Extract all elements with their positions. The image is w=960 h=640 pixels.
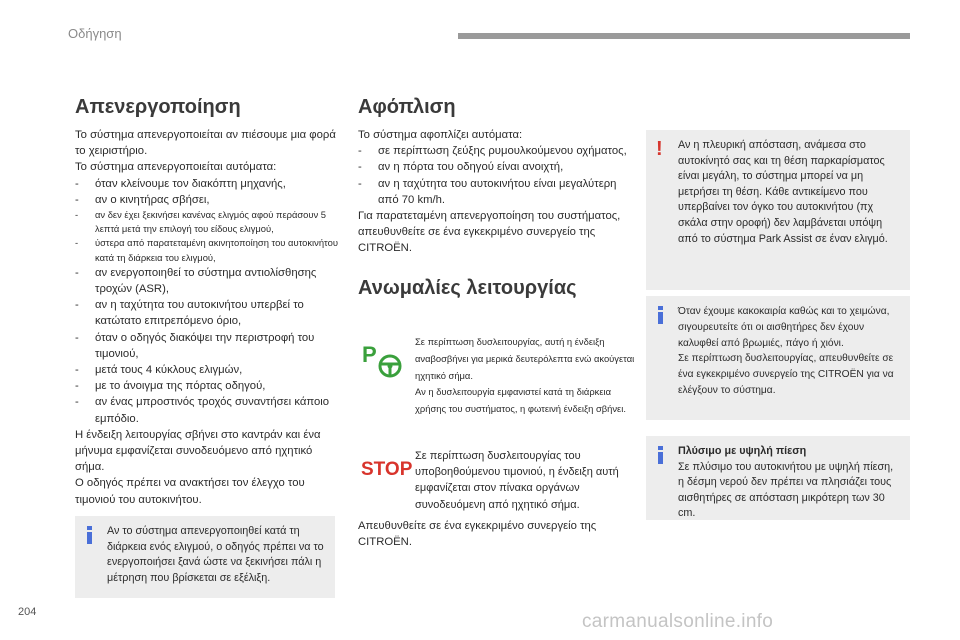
svg-text:P: P bbox=[362, 342, 377, 367]
info-icon bbox=[658, 446, 663, 464]
page-number: 204 bbox=[18, 606, 37, 618]
list-item: - αν η ταχύτητα του αυτοκινήτου είναι μεγαλύτερη από 70 km/h. bbox=[358, 176, 633, 208]
section-title-malfunctions: Ανωμαλίες λειτουργίας bbox=[358, 276, 577, 299]
paragraph: Για παρατεταμένη απενεργοποίηση του συστήματος, απευθυνθείτε σε ένα εγκεκριμένο συνεργείο της CITROËN. bbox=[358, 210, 621, 255]
contact-dealer-text: Απευθυνθείτε σε ένα εγκεκριμένο συνεργείο της CITROËN. bbox=[358, 520, 597, 549]
list-item: - αν ενεργοποιηθεί το σύστημα αντιολίσθησης τροχών (ASR), bbox=[75, 265, 343, 297]
info-icon bbox=[658, 306, 663, 324]
header-divider bbox=[458, 33, 910, 39]
disarm-section bbox=[358, 96, 633, 308]
paragraph: Σε περίπτωση δυσλειτουργίας, απευθυνθείτε σε ένα εγκεκριμένο συνεργείο της CITROËN για να ελέγξουν το σύστημα. bbox=[678, 353, 894, 396]
list-item: - αν ένας μπροστινός τροχός συναντήσει κάποιο εμπόδιο. bbox=[75, 394, 343, 426]
washing-title: Πλύσιμο με υψηλή πίεση bbox=[678, 445, 807, 457]
stop-warning-icon bbox=[360, 456, 413, 480]
watermark: carmanualsonline.info bbox=[582, 611, 774, 632]
washing-text: Σε πλύσιμο του αυτοκινήτου με υψηλή πίεση, η δέσμη νερού δεν πρέπει να πλησιάζει τους αισθητήρες σε απόσταση μικρότερη των 30 cm. bbox=[678, 460, 894, 520]
info-box-weather bbox=[646, 296, 910, 420]
paragraph: Αν η δυσλειτουργία εμφανιστεί κατά τη διάρκεια χρήσης του συστήματος, η φωτεινή ένδειξη σβήνει. bbox=[415, 386, 626, 415]
paragraph: Όταν έχουμε κακοκαιρία καθώς και το χειμώνα, σιγουρευτείτε ότι οι αισθητήρες δεν έχουν καλυφθεί από βρωμιές, πάγο ή χιόνι. bbox=[678, 306, 890, 349]
steering-fault-text: Σε περίπτωση δυσλειτουργίας του υποβοηθούμενου τιμονιού, η ένδειξη αυτή εμφανίζεται στον πίνακα οργάνων συνοδευόμενη από ηχητικό σήμα. bbox=[415, 450, 619, 511]
paragraph: Η ένδειξη λειτουργίας σβήνει στο καντράν και ένα μήνυμα εμφανίζεται συνοδευόμενο από ηχητικό σήμα. bbox=[75, 428, 321, 474]
section-title-disarm: Αφόπλιση bbox=[358, 96, 456, 118]
deactivation-list bbox=[75, 176, 343, 427]
list-item: - αν η πόρτα του οδηγού είναι ανοιχτή, bbox=[358, 159, 633, 175]
list-item: - αν ο κινητήρας σβήσει, bbox=[75, 192, 343, 208]
section-title-deactivation: Απενεργοποίηση bbox=[75, 96, 241, 118]
warning-text: Αν η πλευρική απόσταση, ανάμεσα στο αυτοκίνητό σας και τη θέση παρκαρίσματος είναι μεγάλη, το σύστημα μπορεί να μη μετρήσει τη θέση. Κάθε αντικείμενο που υπερβαίνει τον όγκο του αυτοκινήτου (πχ σκάλα στην οροφή) δεν λαμβάνεται υπόψη από το σύστημα Park Assist σε έναν ελιγμό. bbox=[678, 139, 888, 245]
paragraph: Το σύστημα αφοπλίζει αυτόματα: bbox=[358, 129, 523, 141]
warning-icon: ! bbox=[656, 138, 663, 160]
list-item: - με το άνοιγμα της πόρτας οδηγού, bbox=[75, 378, 343, 394]
list-item: - σε περίπτωση ζεύξης ρυμουλκούμενου οχήματος, bbox=[358, 143, 633, 159]
park-assist-fault-text bbox=[415, 334, 635, 418]
paragraph: Σε περίπτωση δυσλειτουργίας, αυτή η ένδειξη αναβοσβήνει για μερικά δευτερόλεπτα ενώ ακούγεται ηχητικό σήμα. bbox=[415, 336, 635, 381]
info-note-box bbox=[75, 516, 335, 598]
paragraph: Το σύστημα απενεργοποιείται αν πιέσουμε μια φορά το χειριστήριο. bbox=[75, 129, 336, 158]
note-text: Αν το σύστημα απενεργοποιηθεί κατά τη διάρκεια ενός ελιγμού, ο οδηγός πρέπει να το ενεργοποιήσει ξανά ώστε να ξεκινήσει πάλι η μέτρηση που βρίσκεται σε εξέλιξη. bbox=[107, 525, 324, 584]
list-item: - αν δεν έχει ξεκινήσει κανένας ελιγμός αφού περάσουν 5 λεπτά μετά την επιλογή του είδους ελιγμού, bbox=[75, 208, 343, 236]
list-item: - όταν ο οδηγός διακόψει την περιστροφή του τιμονιού, bbox=[75, 330, 343, 362]
list-item: - αν η ταχύτητα του αυτοκινήτου υπερβεί το κατώτατο επιτρεπόμενο όριο, bbox=[75, 297, 343, 329]
disarm-list bbox=[358, 143, 633, 208]
warning-box bbox=[646, 130, 910, 290]
list-item: - ύστερα από παρατεταμένη ακινητοποίηση του αυτοκινήτου κατά τη διάρκεια του ελιγμού, bbox=[75, 236, 343, 264]
info-box-washing bbox=[646, 436, 910, 520]
paragraph: Ο οδηγός πρέπει να ανακτήσει τον έλεγχο του τιμονιού του αυτοκινήτου. bbox=[75, 477, 305, 506]
list-item: - μετά τους 4 κύκλους ελιγμών, bbox=[75, 362, 343, 378]
list-item: - όταν κλείνουμε τον διακόπτη μηχανής, bbox=[75, 176, 343, 192]
chapter-title: Οδήγηση bbox=[68, 26, 122, 41]
paragraph: Το σύστημα απενεργοποιείται αυτόματα: bbox=[75, 161, 277, 174]
info-icon bbox=[87, 526, 92, 544]
park-assist-warning-icon bbox=[360, 340, 410, 380]
stop-label: STOP bbox=[361, 459, 413, 480]
deactivation-section bbox=[75, 96, 343, 508]
